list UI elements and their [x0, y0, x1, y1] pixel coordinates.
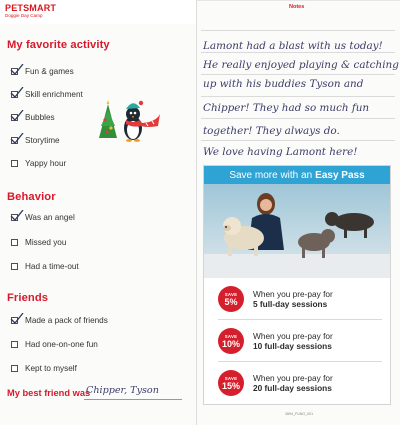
- badge-save-text: SAVE: [224, 333, 238, 339]
- penguin-tree-illustration: [96, 96, 162, 144]
- activity-label: Storytime: [25, 135, 60, 145]
- activity-item: [11, 64, 74, 78]
- check-mark-icon: [10, 313, 24, 325]
- check-mark-icon: [10, 210, 24, 222]
- footer-code: 3894_FUNG_001: [285, 412, 314, 416]
- activity-label: Bubbles: [25, 112, 55, 122]
- note-rule: [201, 96, 395, 97]
- friends-checkbox[interactable]: [11, 341, 18, 348]
- offer-line1: When you pre-pay for: [253, 373, 333, 383]
- offer-divider: [218, 319, 382, 320]
- friends-section-title: Friends: [7, 292, 49, 304]
- header: [0, 0, 196, 24]
- behavior-section-title: Behavior: [7, 191, 56, 203]
- behavior-checkbox[interactable]: [11, 263, 18, 270]
- offer-line2: 5 full-day sessions: [253, 299, 328, 309]
- behavior-item: [11, 235, 66, 249]
- badge-save-text: SAVE: [224, 375, 238, 381]
- offer-row: [218, 280, 388, 318]
- offer-row: [218, 322, 388, 360]
- offer-text: [253, 289, 333, 309]
- activity-checkbox[interactable]: [11, 137, 18, 144]
- behavior-checkbox[interactable]: [11, 239, 18, 246]
- friends-checkbox[interactable]: [11, 317, 18, 324]
- activity-item: [11, 156, 66, 170]
- save-badge: [218, 286, 244, 312]
- offer-line2: 20 full-day sessions: [253, 383, 332, 393]
- activity-checkbox[interactable]: [11, 114, 18, 121]
- offer-line1: When you pre-pay for: [253, 289, 333, 299]
- offer-divider: [218, 361, 382, 362]
- friends-label: Made a pack of friends: [25, 315, 108, 325]
- note-rule: [201, 30, 395, 31]
- behavior-label: Had a time-out: [25, 261, 79, 271]
- behavior-item: [11, 259, 79, 273]
- activity-label: Yappy hour: [25, 158, 67, 168]
- activity-item: [11, 87, 83, 101]
- offer-text: [253, 373, 333, 393]
- activity-label: Fun & games: [25, 66, 74, 76]
- friends-item: [11, 361, 77, 375]
- easy-pass-header-prefix: Save more with an: [229, 169, 313, 181]
- badge-percent: 10%: [221, 338, 240, 349]
- activity-item: [11, 133, 60, 147]
- petsmart-logo: [5, 3, 65, 21]
- friends-label: Kept to myself: [25, 363, 77, 373]
- behavior-label: Was an angel: [25, 212, 75, 222]
- card-fold: [196, 0, 197, 425]
- logo-subtitle: Doggie Day Camp: [5, 13, 43, 18]
- offer-row: [218, 364, 388, 402]
- easy-pass-panel: [203, 165, 391, 405]
- activity-label: Skill enrichment: [25, 89, 83, 99]
- badge-percent: 15%: [221, 380, 240, 391]
- note-rule: [201, 118, 395, 119]
- dogs-photo: [204, 184, 390, 278]
- note-rule: [201, 74, 395, 75]
- check-mark-icon: [10, 64, 24, 76]
- check-mark-icon: [10, 87, 24, 99]
- save-badge: [218, 328, 244, 354]
- note-line[interactable]: together! They always do.: [203, 125, 340, 137]
- friends-label: Had one-on-one fun: [25, 339, 98, 349]
- note-line[interactable]: Lamont had a blast with us today!: [203, 40, 383, 52]
- activity-checkbox[interactable]: [11, 68, 18, 75]
- friends-item: [11, 337, 98, 351]
- note-line[interactable]: We love having Lamont here!: [203, 146, 358, 158]
- activity-item: [11, 110, 55, 124]
- note-rule: [201, 52, 395, 53]
- offer-line1: When you pre-pay for: [253, 331, 333, 341]
- easy-pass-header: [204, 166, 390, 184]
- badge-save-text: SAVE: [224, 291, 238, 297]
- best-friend-value[interactable]: Chipper, Tyson: [86, 385, 159, 396]
- logo-wordmark: PETSMART: [5, 3, 57, 13]
- behavior-checkbox[interactable]: [11, 214, 18, 221]
- save-badge: [218, 370, 244, 396]
- best-friend-underline: [84, 399, 182, 400]
- note-line[interactable]: Chipper! They had so much fun: [203, 102, 370, 114]
- check-mark-icon: [10, 110, 24, 122]
- check-mark-icon: [10, 133, 24, 145]
- badge-percent: 5%: [224, 296, 238, 307]
- note-rule: [201, 140, 395, 141]
- activity-section-title: My favorite activity: [7, 39, 110, 51]
- friends-checkbox[interactable]: [11, 365, 18, 372]
- behavior-item: [11, 210, 75, 224]
- behavior-label: Missed you: [25, 237, 67, 247]
- best-friend-label: My best friend was: [7, 388, 91, 398]
- offer-line2: 10 full-day sessions: [253, 341, 332, 351]
- note-line[interactable]: up with his buddies Tyson and: [203, 78, 364, 90]
- activity-checkbox[interactable]: [11, 91, 18, 98]
- friends-item: [11, 313, 108, 327]
- easy-pass-header-strong: Easy Pass: [315, 169, 365, 181]
- offer-text: [253, 331, 333, 351]
- activity-checkbox[interactable]: [11, 160, 18, 167]
- notes-label: Notes: [289, 4, 305, 10]
- note-line[interactable]: He really enjoyed playing & catching: [203, 59, 399, 71]
